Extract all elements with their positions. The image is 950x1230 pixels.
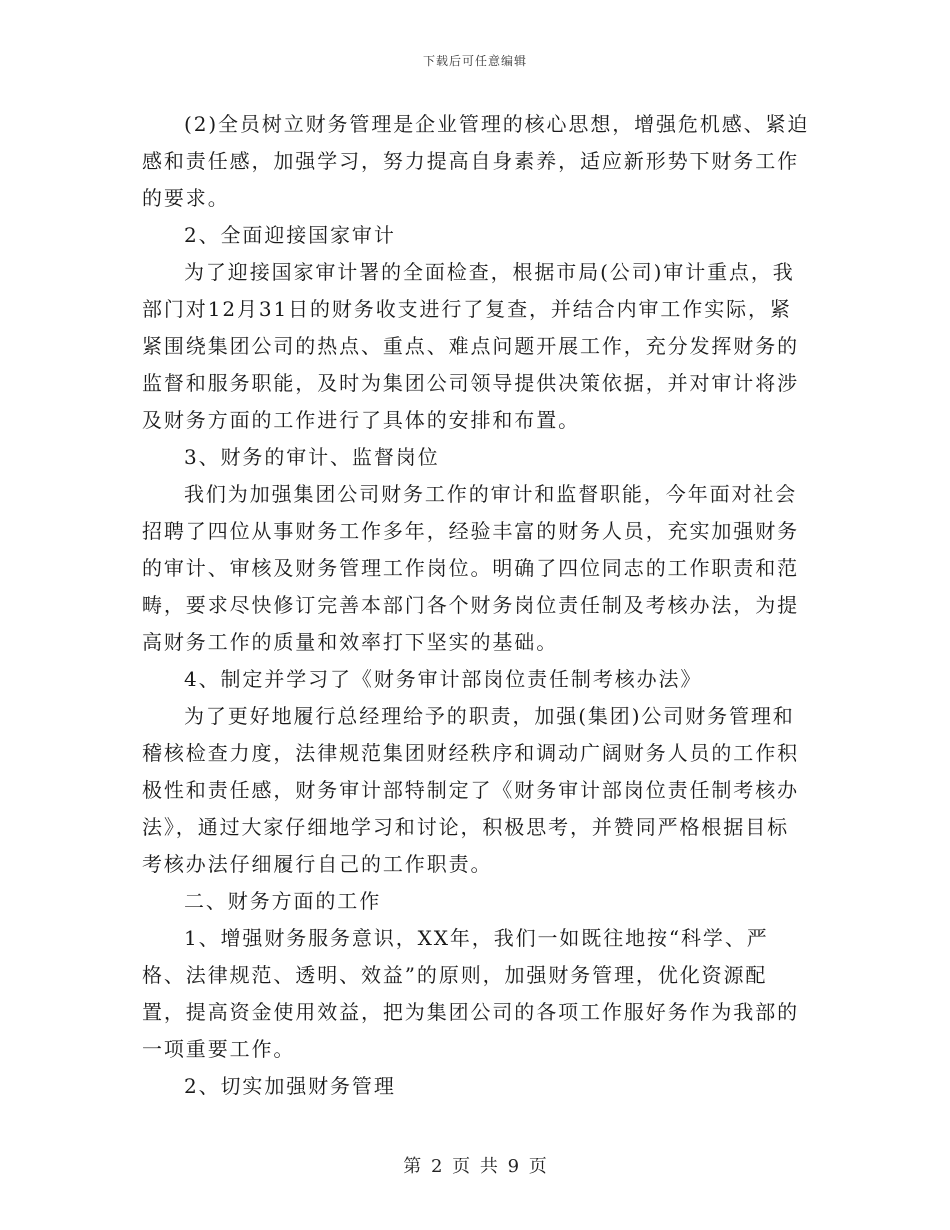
heading-national-audit: 2、全面迎接国家审计 <box>184 223 396 247</box>
page-footer: 第 2 页 共 9 页 <box>403 1156 547 1177</box>
paragraph-audit-positions: 我们为加强集团公司财务工作的审计和监督职能，今年面对社会招聘了四位从事财务工作多年，经验丰富的财务人员，充实加强财务的审计、审核及财务管理工作岗位。明确了四位同志的工作职责和范畴，要求尽快修订完善本部门各个财务岗位责任制及考核办法，为提高财务工作的质量和效率打下坚实的基础。 <box>142 482 799 654</box>
heading-assessment-method: 4、制定并学习了《财务审计部岗位责任制考核办法》 <box>184 667 703 691</box>
paragraph-national-audit: 为了迎接国家审计署的全面检查，根据市局(公司)审计重点，我部门对12月31日的财务收支进行了复查，并结合内审工作实际，紧紧围绕集团公司的热点、重点、难点问题开展工作，充分发挥财务的监督和服务职能，及时为集团公司领导提供决策依据，并对审计将涉及财务方面的工作进行了具体的安排和布置。 <box>142 260 799 432</box>
paragraph-service-awareness: 1、增强财务服务意识，XX年，我们一如既往地按“科学、严格、法律规范、透明、效益”的原则，加强财务管理，优化资源配置，提高资金使用效益，把为集团公司的各项工作服好务作为我部的一项重要工作。 <box>142 926 799 1061</box>
page-header: 下载后可任意编辑 <box>422 54 527 68</box>
paragraph-awareness: (2)全员树立财务管理是企业管理的核心思想，增强危机感、紧迫感和责任感，加强学习，努力提高自身素养，适应新形势下财务工作的要求。 <box>142 112 810 210</box>
heading-audit-positions: 3、财务的审计、监督岗位 <box>184 445 440 469</box>
heading-finance-management: 2、切实加强财务管理 <box>184 1074 396 1098</box>
document-body <box>142 106 810 1105</box>
paragraph-assessment-method: 为了更好地履行总经理给予的职责，加强(集团)公司财务管理和稽核检查力度，法律规范集团财经秩序和调动广阔财务人员的工作积极性和责任感，财务审计部特制定了《财务审计部岗位责任制考核办法》，通过大家仔细地学习和讨论，积极思考，并赞同严格根据目标考核办法仔细履行自己的工作职责。 <box>142 704 799 876</box>
heading-finance-work: 二、财务方面的工作 <box>184 889 382 913</box>
